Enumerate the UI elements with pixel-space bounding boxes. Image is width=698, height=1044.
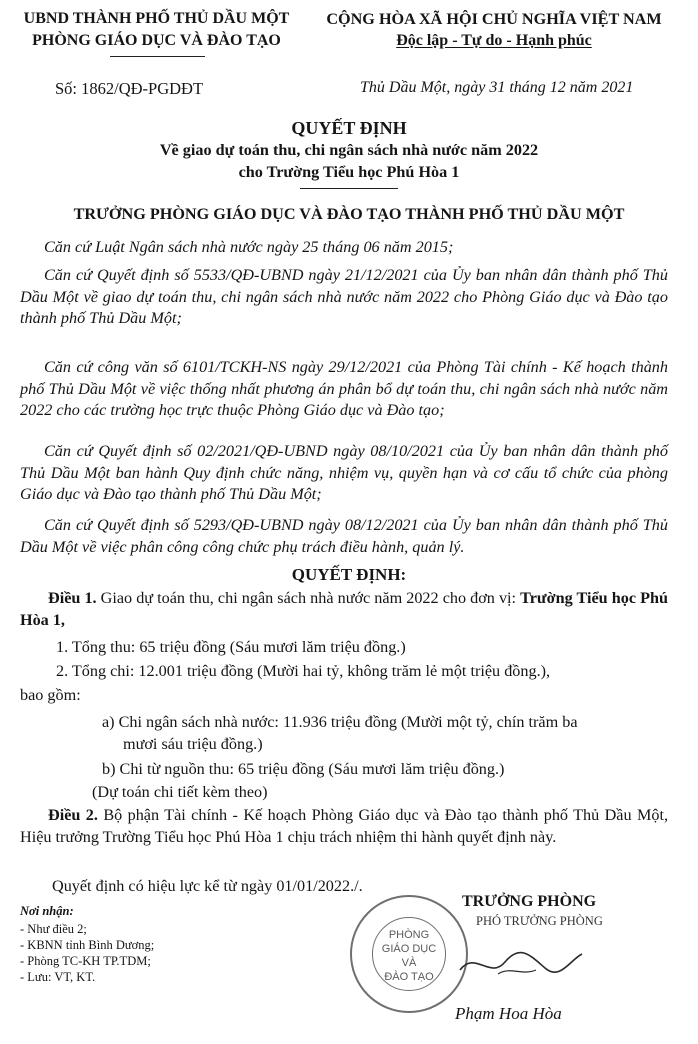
seal-line: ĐÀO TẠO	[384, 971, 434, 983]
signer-title: TRƯỞNG PHÒNG	[462, 893, 597, 910]
issuer-underline	[110, 56, 205, 57]
issuer-name: PHÒNG GIÁO DỤC VÀ ĐÀO TẠO	[32, 32, 281, 49]
effective-date: Quyết định có hiệu lực kể từ ngày 01/01/2022./.	[52, 877, 363, 895]
document-number: Số: 1862/QĐ-PGDĐT	[55, 79, 204, 98]
document-subject-line1: Về giao dự toán thu, chi ngân sách nhà nước năm 2022	[159, 141, 539, 159]
total-expenditure-cont: bao gồm:	[20, 686, 81, 704]
article-2-text: Bộ phận Tài chính - Kế hoạch Phòng Giáo dục và Đào tạo thành phố Thủ Dầu Một, Hiệu trưởng Trường Tiểu học Phú Hòa 1 chịu trách nhiệm thi hành quyết định này.	[20, 806, 668, 846]
state-budget-expenditure: a) Chi ngân sách nhà nước: 11.936 triệu đồng (Mười một tỷ, chín trăm ba	[102, 713, 578, 731]
document-title: QUYẾT ĐỊNH	[291, 118, 407, 138]
legal-basis: Căn cứ công văn số 6101/TCKH-NS ngày 29/12/2021 của Phòng Tài chính - Kế hoạch thành phố Thủ Dầu Một về việc thống nhất phương án phân bổ dự toán thu, chi ngân sách nhà nước năm 2022 cho các trường học trực thuộc Phòng Giáo dục và Đào tạo;	[20, 358, 668, 419]
article-1-label: Điều 1.	[48, 589, 97, 607]
recipients-heading: Nơi nhận:	[20, 904, 74, 918]
decision-heading: QUYẾT ĐỊNH:	[291, 565, 407, 584]
legal-basis: Căn cứ Luật Ngân sách nhà nước ngày 25 tháng 06 năm 2015;	[44, 238, 454, 256]
article-2	[20, 805, 668, 848]
recipient-item: - KBNN tỉnh Bình Dương;	[20, 938, 155, 952]
unit-name: Trường Tiểu học Phú Hòa 1	[20, 589, 668, 629]
legal-basis: Căn cứ Quyết định số 02/2021/QĐ-UBND ngày 08/10/2021 của Ủy ban nhân dân thành phố Thủ Dầu Một ban hành Quy định chức năng, nhiệm vụ, quyền hạn và cơ cấu tổ chức của phòng Giáo dục và Đào tạo thành phố Thủ Dầu Một;	[20, 442, 668, 503]
recipient-item: - Như điều 2;	[20, 922, 87, 936]
total-revenue: 1. Tổng thu: 65 triệu đồng (Sáu mươi lăm triệu đồng.)	[56, 638, 406, 656]
national-motto: Độc lập - Tự do - Hạnh phúc	[396, 32, 592, 49]
revenue-source-expenditure: b) Chi từ nguồn thu: 65 triệu đồng (Sáu mươi lăm triệu đồng.)	[102, 760, 505, 778]
article-2-label: Điều 2.	[48, 806, 98, 824]
state-budget-expenditure-cont: mươi sáu triệu đồng.)	[123, 735, 263, 753]
handwritten-signature	[450, 940, 590, 985]
seal-line: PHÒNG	[388, 929, 430, 941]
total-expenditure: 2. Tổng chi: 12.001 triệu đồng (Mười hai tỷ, không trăm lẻ một triệu đồng.),	[56, 662, 551, 680]
place-date: Thủ Dầu Một, ngày 31 tháng 12 năm 2021	[360, 79, 634, 96]
seal-line: VÀ	[401, 957, 417, 969]
national-title: CỘNG HÒA XÃ HỘI CHỦ NGHĨA VIỆT NAM	[326, 10, 662, 28]
seal-line: GIÁO DỤC	[381, 943, 437, 955]
article-1-text: Giao dự toán thu, chi ngân sách nhà nước năm 2022 cho đơn vị:	[96, 589, 521, 607]
subject-underline	[300, 188, 398, 189]
legal-basis: Căn cứ Quyết định số 5533/QĐ-UBND ngày 21/12/2021 của Ủy ban nhân dân thành phố Thủ Dầu Một về giao dự toán thu, chi ngân sách nhà nước năm 2022 cho Phòng Giáo dục và Đào tạo thành phố Thủ Dầu Một;	[20, 266, 668, 327]
unit-suffix: ,	[60, 610, 65, 629]
document-subject-line2: cho Trường Tiểu học Phú Hòa 1	[238, 163, 460, 181]
detail-note: (Dự toán chi tiết kèm theo)	[92, 783, 268, 801]
legal-basis: Căn cứ Quyết định số 5293/QĐ-UBND ngày 08/12/2021 của Ủy ban nhân dân thành phố Thủ Dầu Một về việc phân công công chức phụ trách điều hành, quản lý.	[20, 516, 668, 556]
signer-name: Phạm Hoa Hòa	[455, 1004, 562, 1023]
signer-deputy: PHÓ TRƯỞNG PHÒNG	[476, 914, 603, 928]
issuing-authority: TRƯỞNG PHÒNG GIÁO DỤC VÀ ĐÀO TẠO THÀNH PHỐ THỦ DẦU MỘT	[73, 205, 625, 223]
article-1	[20, 588, 668, 631]
recipient-item: - Phòng TC-KH TP.TDM;	[20, 954, 151, 968]
issuer-parent: UBND THÀNH PHỐ THỦ DẦU MỘT	[23, 10, 290, 27]
recipient-item: - Lưu: VT, KT.	[20, 970, 96, 984]
